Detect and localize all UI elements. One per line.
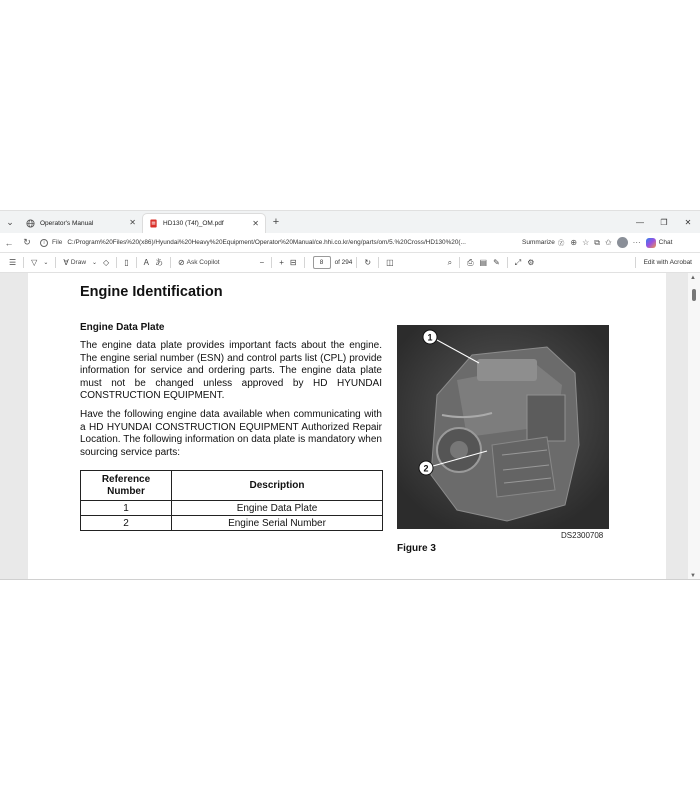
read-aloud-icon[interactable]: A bbox=[143, 258, 149, 267]
settings-gear-icon[interactable]: ⚙ bbox=[527, 258, 535, 267]
column-header: Description bbox=[172, 471, 383, 501]
search-icon[interactable]: ⌕ bbox=[447, 257, 453, 267]
contents-list-icon[interactable]: ☰ bbox=[9, 258, 17, 267]
callout-1: 1 bbox=[427, 332, 433, 343]
address-bar-icons bbox=[570, 237, 672, 248]
divider bbox=[378, 257, 379, 268]
close-window-icon[interactable]: ✕ bbox=[684, 217, 692, 227]
close-icon[interactable]: ✕ bbox=[129, 218, 136, 227]
chevron-down-icon: ⌄ bbox=[6, 216, 14, 227]
eraser-icon[interactable]: ◇ bbox=[103, 258, 110, 267]
chat-label: Chat bbox=[658, 239, 673, 246]
summarize-button[interactable] bbox=[522, 238, 564, 247]
browser-window bbox=[0, 210, 700, 580]
copilot-icon: ⊘ bbox=[177, 258, 185, 267]
paragraph-mandatory-info: Have the following engine data available when communicating with a HD HYUNDAI CONSTRUCTION EQUIPMENT Authorized Repair Location. The following information on data plate is mandatory when sourcing service parts: bbox=[80, 409, 382, 458]
scrollbar-thumb[interactable] bbox=[692, 289, 696, 301]
engine-illustration bbox=[397, 325, 609, 529]
tab-label: HD130 (T4f)_OM.pdf bbox=[163, 220, 224, 227]
draw-button[interactable] bbox=[60, 255, 89, 271]
draw-icon: ∀ bbox=[63, 258, 69, 267]
divider bbox=[459, 257, 460, 268]
figure-id: DS2300708 bbox=[561, 531, 604, 540]
divider bbox=[271, 257, 272, 268]
summarize-label: Summarize bbox=[522, 239, 555, 246]
page-count: of 294 bbox=[334, 259, 353, 266]
highlight-icon[interactable]: ▽ bbox=[31, 258, 38, 267]
divider bbox=[136, 257, 137, 268]
tab-actions-menu[interactable] bbox=[0, 211, 20, 233]
divider bbox=[507, 257, 508, 268]
close-icon[interactable]: ✕ bbox=[252, 219, 259, 228]
divider bbox=[23, 257, 24, 268]
divider bbox=[116, 257, 117, 268]
table-cell: Engine Data Plate bbox=[172, 501, 383, 516]
more-options-icon[interactable]: ··· bbox=[632, 238, 641, 247]
paragraph-engine-data-plate: The engine data plate provides important facts about the engine. The engine serial number (ESN) and control parts list (CPL) provide information for service and ordering parts. The engine data plate must not be changed unless approved by HD HYUNDAI CONSTRUCTION EQUIPMENT. bbox=[80, 340, 382, 401]
favorite-star-icon[interactable]: ☆ bbox=[582, 238, 590, 247]
zoom-icon[interactable]: ⊕ bbox=[570, 238, 578, 247]
copilot-chat-button[interactable] bbox=[646, 238, 673, 248]
rotate-icon[interactable]: ↻ bbox=[364, 258, 372, 267]
window-controls bbox=[628, 211, 700, 233]
divider bbox=[356, 257, 357, 268]
pdf-toolbar bbox=[0, 253, 700, 273]
copilot-icon bbox=[646, 238, 656, 248]
engine-figure bbox=[397, 325, 609, 529]
draw-label: Draw bbox=[70, 259, 87, 266]
chevron-down-icon[interactable]: ⌄ bbox=[43, 260, 49, 266]
table-row bbox=[81, 501, 383, 516]
table-cell: 2 bbox=[81, 516, 172, 531]
refresh-icon[interactable]: ↻ bbox=[23, 237, 31, 247]
pdf-page bbox=[28, 273, 666, 580]
save-as-icon[interactable]: ✎ bbox=[493, 258, 500, 267]
ask-copilot-label: Ask Copilot bbox=[186, 259, 220, 266]
edit-with-acrobat-button[interactable] bbox=[631, 257, 692, 268]
vertical-scrollbar[interactable] bbox=[688, 273, 700, 580]
plus-icon: + bbox=[272, 216, 280, 228]
fit-page-icon[interactable]: ⊟ bbox=[289, 258, 297, 267]
print-icon[interactable]: ⎙ bbox=[467, 257, 474, 267]
divider bbox=[635, 257, 636, 268]
url-field[interactable] bbox=[36, 235, 516, 251]
figure-caption: Figure 3 bbox=[397, 543, 436, 554]
summarize-icon: Ⓩ bbox=[557, 240, 565, 247]
favorites-icon[interactable]: ✩ bbox=[604, 238, 612, 247]
chevron-down-icon[interactable]: ⌄ bbox=[92, 260, 98, 266]
url-text: C:/Program%20Files%20(x86)/Hyundai%20Heavy%20Equipment/Operator%20Manual/ce.hhi.co.kr/eng/parts/om/5.%20Cross/HD130%20(... bbox=[67, 239, 466, 246]
divider bbox=[55, 257, 56, 268]
save-icon[interactable]: ▤ bbox=[479, 258, 488, 267]
table-cell: Engine Serial Number bbox=[172, 516, 383, 531]
zoom-out-icon[interactable]: − bbox=[259, 258, 265, 267]
page-number-input[interactable]: 8 bbox=[313, 256, 331, 269]
column-header: Reference Number bbox=[81, 471, 172, 501]
restore-icon[interactable]: ❐ bbox=[660, 217, 668, 227]
scroll-down-icon[interactable]: ▼ bbox=[690, 573, 696, 579]
reference-table bbox=[80, 470, 383, 531]
tab-strip bbox=[0, 211, 700, 233]
globe-icon bbox=[26, 219, 35, 228]
split-screen-icon[interactable]: ⧉ bbox=[594, 237, 600, 247]
zoom-in-icon[interactable]: + bbox=[279, 258, 284, 267]
avatar[interactable] bbox=[617, 237, 628, 248]
translate-icon[interactable]: あ bbox=[154, 258, 163, 267]
edit-with-acrobat-label: Edit with Acrobat bbox=[643, 259, 692, 266]
two-page-view-icon[interactable]: ◫ bbox=[386, 258, 394, 267]
scroll-up-icon[interactable]: ▲ bbox=[690, 275, 696, 281]
tab-label: Operator's Manual bbox=[40, 219, 94, 227]
page-title: Engine Identification bbox=[80, 284, 223, 300]
back-arrow-icon[interactable]: ← bbox=[4, 237, 14, 248]
info-icon[interactable]: i bbox=[40, 239, 48, 247]
url-scheme: File bbox=[52, 239, 63, 246]
divider bbox=[170, 257, 171, 268]
callout-2: 2 bbox=[423, 463, 429, 474]
ask-copilot-button[interactable] bbox=[175, 255, 223, 271]
new-tab-button[interactable] bbox=[266, 211, 286, 233]
minimize-icon[interactable]: — bbox=[636, 217, 644, 227]
fullscreen-icon[interactable]: ⤢ bbox=[514, 257, 522, 267]
tab-operators-manual[interactable] bbox=[20, 213, 142, 233]
table-row bbox=[81, 516, 383, 531]
pdf-viewer[interactable] bbox=[0, 273, 700, 580]
address-bar bbox=[0, 233, 700, 253]
divider bbox=[304, 257, 305, 268]
table-cell: 1 bbox=[81, 501, 172, 516]
section-heading: Engine Data Plate bbox=[80, 322, 165, 333]
table-header-row bbox=[81, 471, 383, 501]
page-view-icon[interactable]: ▯ bbox=[124, 258, 129, 267]
pdf-icon bbox=[149, 219, 158, 228]
tab-pdf-document[interactable] bbox=[142, 213, 266, 233]
